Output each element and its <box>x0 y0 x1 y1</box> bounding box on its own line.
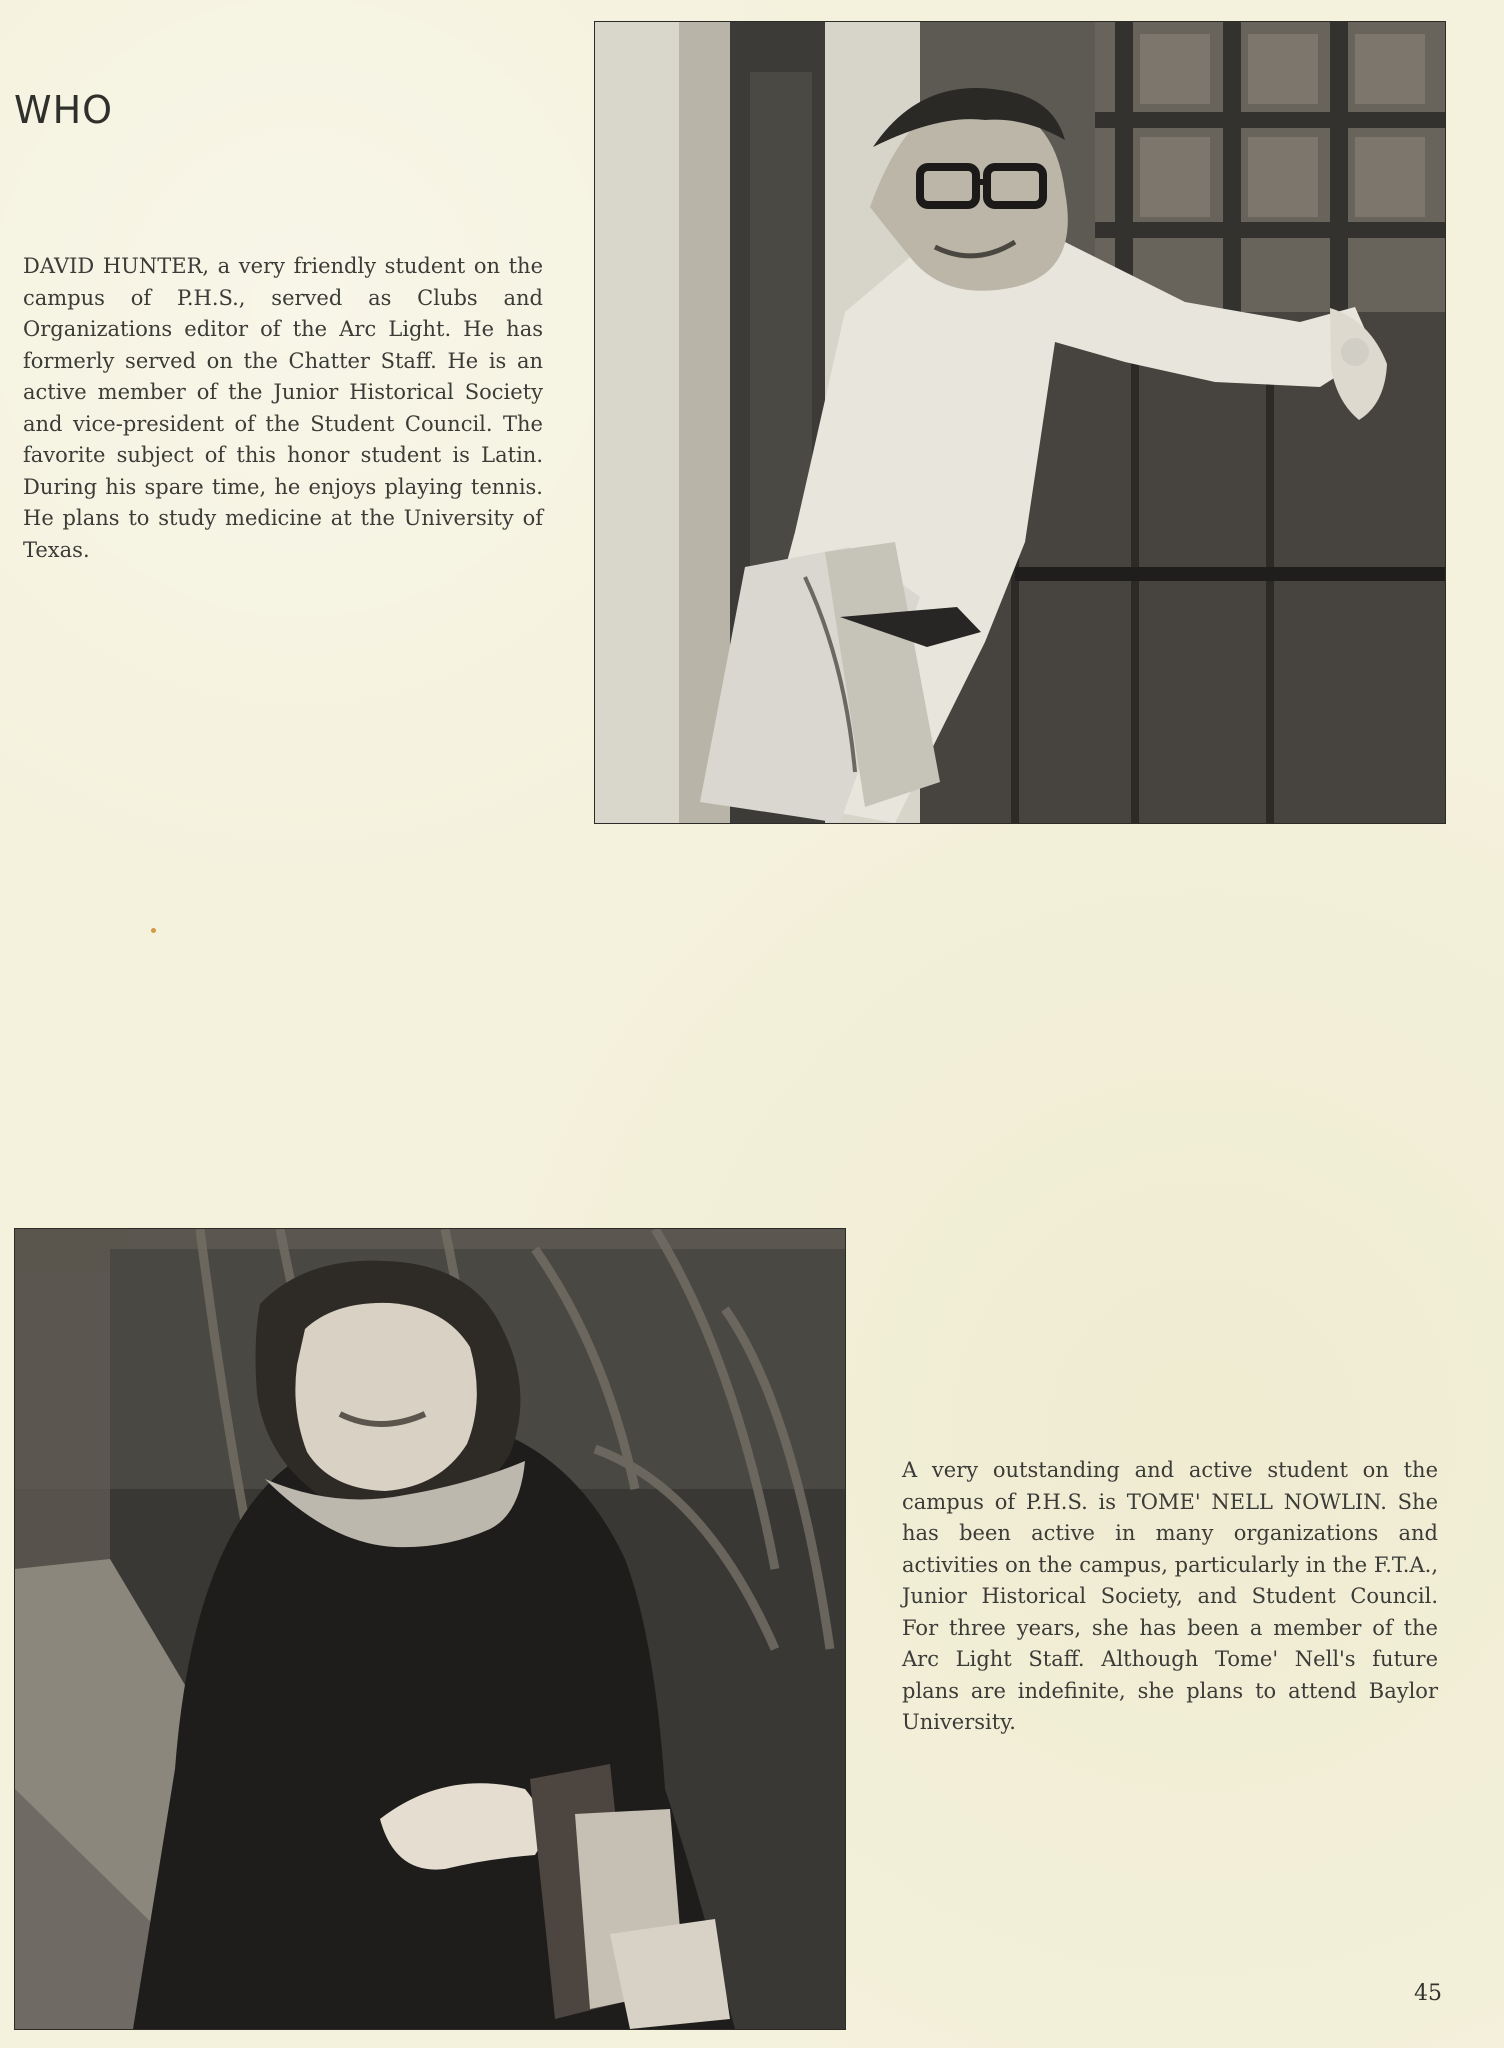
student-bio-david-hunter: DAVID HUNTER, a very friendly student on the campus of P.H.S., served as Clubs and Organizations editor of the Arc Light. He has formerly served on the Chatter Staff. He is an active member of the Junior Historical Society and vice-president of the Student Council. The favorite subject of this honor student is Latin. During his spare time, he enjoys playing tennis. He plans to study medicine at the University of Texas. <box>23 254 543 562</box>
student-photo-tome-nell-nowlin <box>14 1228 846 2030</box>
page-heading: WHO <box>14 88 114 132</box>
page-number: 45 <box>1414 1981 1442 2006</box>
student-bio-tome-nell-nowlin: A very outstanding and active student on the campus of P.H.S. is TOME' NELL NOWLIN. She has been active in many organizations and activities on the campus, particularly in the F.T.A., Junior Historical Society, and Student Council. For three years, she has been a member of the Arc Light Staff. Although Tome' Nell's future plans are indefinite, she plans to attend Baylor University. <box>902 1458 1438 1734</box>
student-photo-david-hunter <box>594 21 1446 824</box>
paper-speck <box>151 928 156 933</box>
